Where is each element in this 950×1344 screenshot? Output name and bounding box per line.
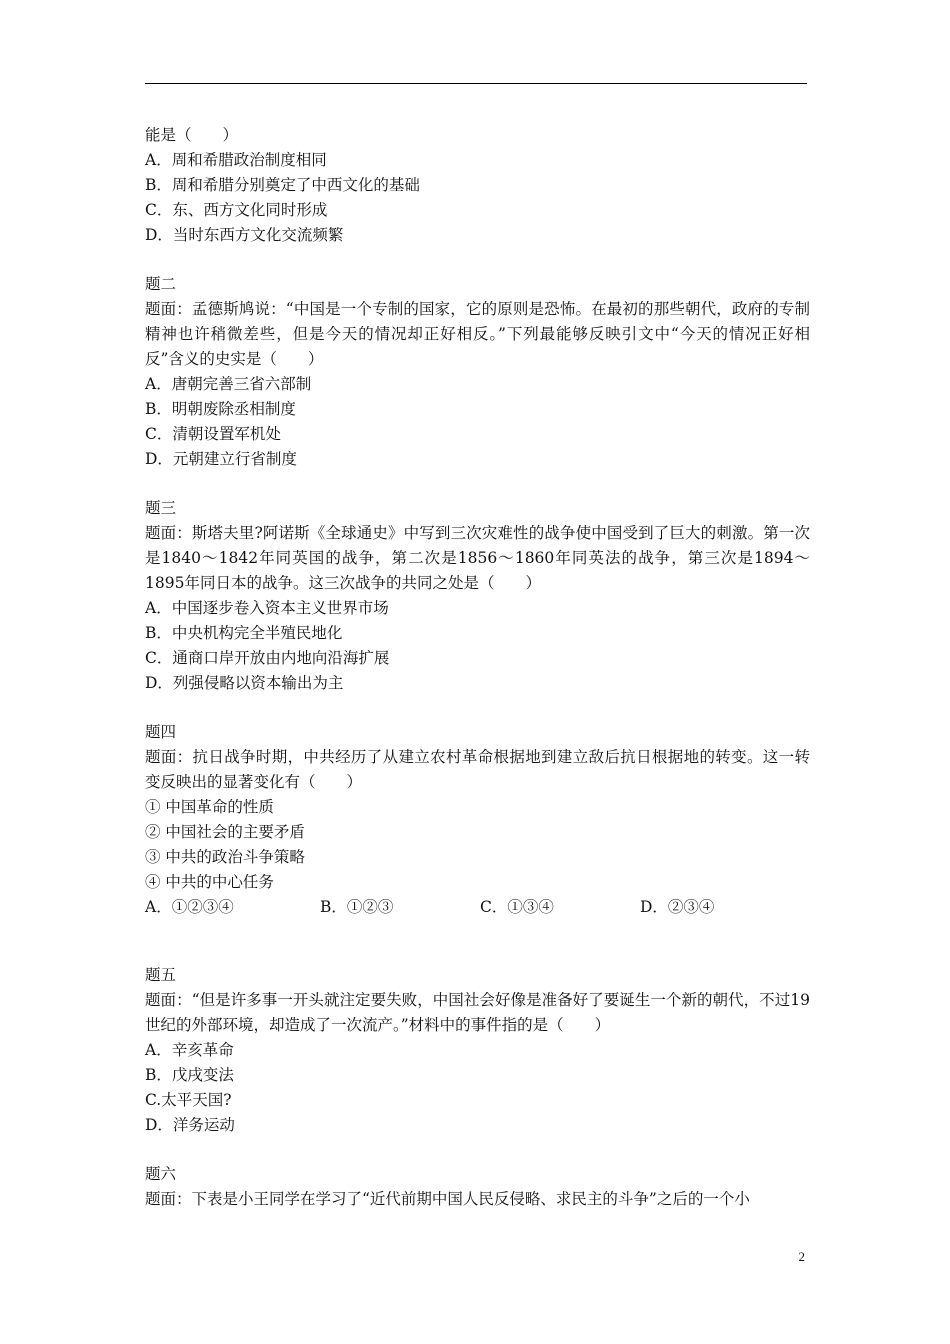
question-5 <box>145 963 810 1138</box>
statement-2: ② 中国社会的主要矛盾 <box>145 823 305 841</box>
question-6 <box>145 1162 810 1212</box>
option-a: A．周和希腊政治制度相同 <box>145 151 327 169</box>
statement-3: ③ 中共的政治斗争策略 <box>145 848 305 866</box>
option-d: D．元朝建立行省制度 <box>145 450 297 468</box>
question-3 <box>145 496 810 696</box>
page-content <box>145 123 810 1212</box>
statement-4: ④ 中共的中心任务 <box>145 873 274 891</box>
option-b: B．戊戌变法 <box>145 1066 234 1084</box>
option-c: C.太平天国? <box>145 1091 232 1109</box>
option-c: C．东、西方文化同时形成 <box>145 201 328 219</box>
statement-1: ① 中国革命的性质 <box>145 798 274 816</box>
spacer <box>145 248 810 272</box>
question-title: 题六 <box>145 1165 177 1183</box>
spacer <box>145 472 810 496</box>
option-c: C．清朝设置军机处 <box>145 425 281 443</box>
question-title: 题三 <box>145 499 177 517</box>
question-stem: 题面：下表是小王同学在学习了“近代前期中国人民反侵略、求民主的斗争”之后的一个小 <box>145 1190 750 1208</box>
option-c: C．通商口岸开放由内地向沿海扩展 <box>145 649 390 667</box>
option-d: D．列强侵略以资本输出为主 <box>145 674 344 692</box>
question-stem: 题面：孟德斯鸠说：“中国是一个专制的国家，它的原则是恐怖。在最初的那些朝代，政府的专制精神也许稍微差些，但是今天的情况却正好相反。”下列最能够反映引文中“今天的情况正好相反”含义的史实是（ ） <box>145 300 810 368</box>
option-a: A．辛亥革命 <box>145 1041 234 1059</box>
option-b: B．中央机构完全半殖民地化 <box>145 624 343 642</box>
question-title: 题四 <box>145 723 177 741</box>
option-c: C．①③④ <box>480 898 554 916</box>
question-2 <box>145 272 810 472</box>
question-stem: 题面：斯塔夫里?阿诺斯《全球通史》中写到三次灾难性的战争使中国受到了巨大的刺激。第一次是1840～1842年同英国的战争，第二次是1856～1860年同英法的战争，第三次是1894～1895年同日本的战争。这三次战争的共同之处是（ ） <box>145 524 810 592</box>
option-a: A．唐朝完善三省六部制 <box>145 375 312 393</box>
question-title: 题二 <box>145 275 177 293</box>
spacer <box>145 696 810 720</box>
header-rule <box>145 83 807 84</box>
option-a: A．①②③④ <box>145 898 234 916</box>
question-1 <box>145 123 810 248</box>
option-b: B．明朝废除丞相制度 <box>145 400 296 418</box>
option-b: B．①②③ <box>320 898 394 916</box>
option-d: D．②③④ <box>640 898 715 916</box>
question-stem-end: 能是（ ） <box>145 126 239 144</box>
spacer <box>145 920 810 963</box>
option-a: A．中国逐步卷入资本主义世界市场 <box>145 599 389 617</box>
spacer <box>145 1138 810 1162</box>
option-d: D．洋务运动 <box>145 1116 235 1134</box>
option-b: B．周和希腊分别奠定了中西文化的基础 <box>145 176 420 194</box>
question-stem: 题面：“但是许多事一开头就注定要失败，中国社会好像是准备好了要诞生一个新的朝代，不过19世纪的外部环境，却造成了一次流产。”材料中的事件指的是（ ） <box>145 991 810 1034</box>
question-stem: 题面：抗日战争时期，中共经历了从建立农村革命根据地到建立敌后抗日根据地的转变。这一转变反映出的显著变化有（ ） <box>145 748 810 791</box>
question-4 <box>145 720 810 920</box>
options-row <box>145 895 810 920</box>
option-d: D．当时东西方文化交流频繁 <box>145 226 344 244</box>
page-number: 2 <box>798 1249 805 1264</box>
question-title: 题五 <box>145 966 177 984</box>
